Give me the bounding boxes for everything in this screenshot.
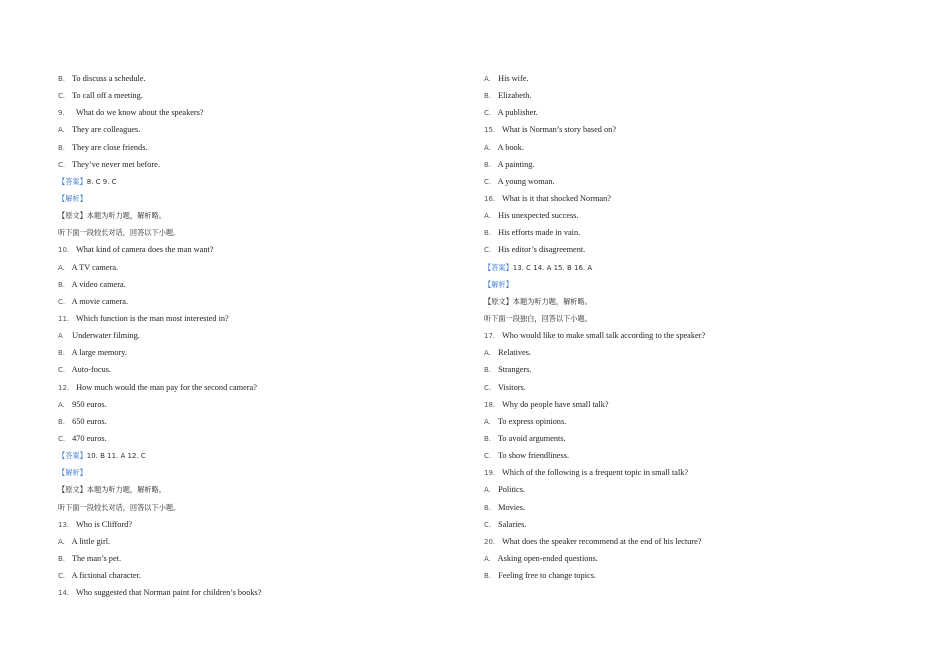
option-text: A book. xyxy=(497,142,524,152)
option-label: C. xyxy=(58,434,66,443)
option-label: C. xyxy=(58,92,66,101)
answer-option xyxy=(484,139,884,156)
answer-option xyxy=(58,567,458,584)
option-text: Underwater filming. xyxy=(72,331,140,341)
question xyxy=(484,533,884,550)
option-text: To show friendliness. xyxy=(497,451,570,461)
option-text: His unexpected success. xyxy=(498,211,579,221)
answer-key xyxy=(58,173,458,190)
option-text: His wife. xyxy=(498,74,529,83)
analysis-tag xyxy=(58,190,458,207)
question-text: How much would the man pay for the second camera? xyxy=(76,382,257,392)
question-text: Who is Clifford? xyxy=(75,519,133,529)
answer-tag: 【答案】 xyxy=(484,262,513,272)
question-text: What do we know about the speakers? xyxy=(75,108,204,118)
question-number: 9. xyxy=(58,109,65,118)
answer-option xyxy=(58,156,458,173)
option-label: C. xyxy=(484,109,492,118)
question xyxy=(58,310,458,327)
option-text: The man’s pet. xyxy=(71,553,122,563)
question-number: 15. xyxy=(484,126,496,135)
analysis-label: 【解析】 xyxy=(58,193,87,203)
question-number: 14. xyxy=(58,589,70,598)
option-text: A video camera. xyxy=(71,279,126,289)
answer-key xyxy=(58,447,458,464)
option-text: They are close friends. xyxy=(71,142,148,152)
answer-option xyxy=(484,104,884,121)
answer-values: 8. C 9. C xyxy=(86,177,117,186)
answer-values: 13. C 14. A 15. B 16. A xyxy=(512,263,593,272)
option-label: B. xyxy=(58,417,66,426)
option-text: His efforts made in vain. xyxy=(498,228,581,238)
option-text: Strangers. xyxy=(498,365,532,375)
question xyxy=(484,327,884,344)
question-number: 18. xyxy=(484,400,496,409)
option-label: C. xyxy=(58,572,66,581)
note-text: 听下面一段较长对话，回答以下小题。 xyxy=(58,502,181,512)
option-label: A. xyxy=(484,212,491,221)
option-label: A. xyxy=(484,143,491,152)
option-label: C. xyxy=(58,297,66,306)
option-text: They are colleagues. xyxy=(71,125,141,135)
option-text: Relatives. xyxy=(498,348,532,358)
answer-option xyxy=(58,70,458,87)
answer-option xyxy=(484,379,884,396)
answer-option xyxy=(58,413,458,430)
answer-option xyxy=(484,361,884,378)
question-text: What kind of camera does the man want? xyxy=(75,245,214,255)
answer-option xyxy=(58,259,458,276)
option-text: Salaries. xyxy=(498,519,527,529)
option-text: To express opinions. xyxy=(497,416,567,426)
answer-option xyxy=(484,156,884,173)
question-text: What is it that shocked Norman? xyxy=(501,193,611,203)
answer-key xyxy=(484,259,884,276)
answer-option xyxy=(58,327,458,344)
answer-option xyxy=(58,430,458,447)
question-text: Which function is the man most interested in? xyxy=(75,313,229,323)
right-column xyxy=(484,70,884,584)
question xyxy=(58,104,458,121)
option-text: To call off a meeting. xyxy=(71,91,143,101)
option-text: A painting. xyxy=(497,159,535,169)
option-text: A large memory. xyxy=(71,348,127,358)
option-label: B. xyxy=(58,75,66,83)
question-text: Who suggested that Norman paint for children’s books? xyxy=(75,588,262,598)
question-number: 17. xyxy=(484,332,496,341)
option-label: A. xyxy=(484,417,491,426)
answer-option xyxy=(484,87,884,104)
option-text: A little girl. xyxy=(71,536,111,546)
option-text: 650 euros. xyxy=(72,416,107,426)
option-label: A. xyxy=(484,554,491,563)
note-text: 听下面一段独白，回答以下小题。 xyxy=(484,313,592,323)
answer-option xyxy=(484,207,884,224)
option-label: B. xyxy=(484,366,492,375)
option-label: C. xyxy=(484,452,492,461)
option-text: Politics. xyxy=(498,485,526,495)
answer-option xyxy=(58,344,458,361)
analysis-tag xyxy=(484,276,884,293)
option-label: A. xyxy=(484,486,491,495)
answer-option xyxy=(484,481,884,498)
option-label: A. xyxy=(58,400,65,409)
question-number: 20. xyxy=(484,537,496,546)
option-text: A publisher. xyxy=(497,108,538,118)
question-text: Which of the following is a frequent topic in small talk? xyxy=(501,468,689,478)
answer-option xyxy=(484,224,884,241)
answer-option xyxy=(58,550,458,567)
note-text: 【原文】本题为听力题，解析略。 xyxy=(484,296,592,306)
answer-option xyxy=(484,516,884,533)
note-text: 【原文】本题为听力题，解析略。 xyxy=(58,211,166,221)
answer-option xyxy=(484,550,884,567)
option-label: A. xyxy=(58,537,65,546)
option-text: Feeling free to change topics. xyxy=(498,571,596,581)
question-text: Why do people have small talk? xyxy=(501,399,609,409)
answer-option xyxy=(58,396,458,413)
note-text: 【原文】本题为听力题，解析略。 xyxy=(58,485,166,495)
option-text: Elizabeth. xyxy=(498,91,532,101)
answer-option xyxy=(484,447,884,464)
option-text: Movies. xyxy=(498,502,526,512)
option-label: B. xyxy=(484,92,492,101)
question xyxy=(58,516,458,533)
option-text: 470 euros. xyxy=(72,433,107,443)
option-label: B. xyxy=(58,349,66,358)
option-text: A fictional character. xyxy=(71,571,141,581)
answer-option xyxy=(58,293,458,310)
option-text: Asking open-ended questions. xyxy=(497,553,598,563)
question-number: 10. xyxy=(58,246,70,255)
question-text: What is Norman’s story based on? xyxy=(501,125,616,135)
question xyxy=(484,190,884,207)
option-label: B. xyxy=(58,143,66,152)
question xyxy=(484,121,884,138)
option-text: To avoid arguments. xyxy=(497,433,566,443)
option-label: B. xyxy=(484,503,492,512)
answer-option xyxy=(484,430,884,447)
option-label: A. xyxy=(58,263,65,272)
answer-option xyxy=(58,533,458,550)
option-label: A. xyxy=(58,126,65,135)
option-label: C. xyxy=(484,520,492,529)
answer-option xyxy=(58,121,458,138)
question-number: 16. xyxy=(484,194,496,203)
option-label: B. xyxy=(484,229,492,238)
answer-option xyxy=(484,70,884,87)
option-label: A xyxy=(58,332,63,341)
answer-tag: 【答案】 xyxy=(58,451,87,461)
option-label: C. xyxy=(484,383,492,392)
answer-option xyxy=(58,276,458,293)
left-column xyxy=(58,70,458,601)
option-label: B. xyxy=(484,572,492,581)
option-text: A movie camera. xyxy=(71,296,129,306)
question-number: 19. xyxy=(484,469,496,478)
analysis-label: 【解析】 xyxy=(484,279,513,289)
option-label: B. xyxy=(484,160,492,169)
option-text: His editor’s disagreement. xyxy=(498,245,586,255)
answer-option xyxy=(484,173,884,190)
option-text: Auto-focus. xyxy=(71,365,112,375)
option-label: C. xyxy=(58,366,66,375)
option-text: They’ve never met before. xyxy=(71,159,160,169)
answer-option xyxy=(58,361,458,378)
option-text: A young woman. xyxy=(497,176,555,186)
question xyxy=(484,464,884,481)
answer-option xyxy=(484,241,884,258)
answer-option xyxy=(484,413,884,430)
answer-option xyxy=(484,567,884,584)
answer-values: 10. B 11. A 12. C xyxy=(86,452,146,461)
question xyxy=(484,396,884,413)
analysis-tag xyxy=(58,464,458,481)
question xyxy=(58,584,458,601)
answer-option xyxy=(484,499,884,516)
answer-option xyxy=(58,139,458,156)
question xyxy=(58,241,458,258)
option-text: To discuss a schedule. xyxy=(71,74,146,83)
option-text: 950 euros. xyxy=(72,399,107,409)
answer-tag: 【答案】 xyxy=(58,176,87,186)
option-label: B. xyxy=(58,280,66,289)
option-label: C. xyxy=(484,177,492,186)
analysis-label: 【解析】 xyxy=(58,468,87,478)
question-text: What does the speaker recommend at the end of his lecture? xyxy=(501,536,702,546)
option-label: C. xyxy=(58,160,66,169)
option-text: Visitors. xyxy=(497,382,526,392)
question-number: 12. xyxy=(58,383,70,392)
note-text: 听下面一段较长对话，回答以下小题。 xyxy=(58,228,181,238)
option-label: B. xyxy=(484,434,492,443)
option-label: B. xyxy=(58,554,66,563)
answer-option xyxy=(484,344,884,361)
option-label: A. xyxy=(484,75,491,83)
question-text: Who would like to make small talk according to the speaker? xyxy=(501,331,706,341)
option-label: A. xyxy=(484,349,491,358)
question xyxy=(58,379,458,396)
answer-option xyxy=(58,87,458,104)
question-number: 13. xyxy=(58,520,70,529)
option-label: C. xyxy=(484,246,492,255)
question-number: 11. xyxy=(58,314,70,323)
option-text: A TV camera. xyxy=(71,262,119,272)
